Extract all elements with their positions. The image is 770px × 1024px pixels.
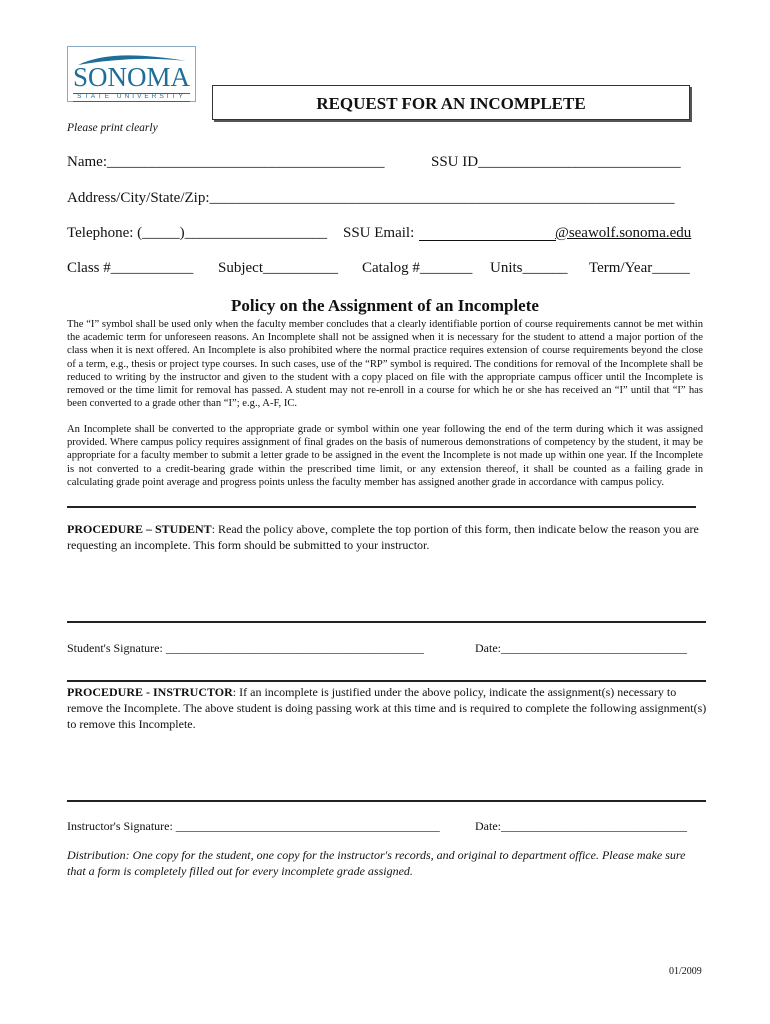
student-procedure-label: PROCEDURE – STUDENT xyxy=(67,522,212,536)
instructor-date-field[interactable]: Date:_______________________________ xyxy=(475,819,687,833)
units-field[interactable]: Units______ xyxy=(490,260,568,276)
class-number-field[interactable]: Class #___________ xyxy=(67,260,194,276)
address-field[interactable]: Address/City/State/Zip:______________________________________________________________ xyxy=(67,190,675,206)
divider xyxy=(67,506,696,508)
policy-heading: Policy on the Assignment of an Incomplete xyxy=(231,296,539,315)
student-procedure xyxy=(67,521,707,553)
divider xyxy=(67,621,706,623)
subject-field[interactable]: Subject__________ xyxy=(218,260,338,276)
policy-paragraph-1: The “I” symbol shall be used only when the faculty member concludes that a clearly identifiable portion of course requirements cannot be met within the academic term for unforeseen reasons. An Incomplete shall not be assigned when it is necessary for the student to attend a major portion of the class when it is next offered. An Incomplete is also prohibited where the normal practice requires extension of course requirements beyond the close of a term, e.g., thesis or project type courses. In such cases, use of the “RP” symbol is required. The conditions for removal of the Incomplete shall be reduced to writing by the instructor and given to the student with a copy placed on file with the appropriate campus officer until the Incomplete is removed or the time limit for removal has passed. A student may not re-enroll in a course for which he or she has received an “I” until that “I” has been converted to a grade other than “I”; e.g., A-F, IC. xyxy=(67,319,703,410)
student-reason-field[interactable] xyxy=(67,558,706,620)
telephone-field[interactable]: Telephone: (_____)___________________ xyxy=(67,225,328,241)
revision-date: 01/2009 xyxy=(669,966,702,977)
sonoma-state-logo xyxy=(67,46,196,102)
logo-subtitle-rule xyxy=(73,93,190,102)
form-title: REQUEST FOR AN INCOMPLETE xyxy=(316,94,586,113)
divider xyxy=(67,680,706,682)
student-procedure-text: : Read the policy above, complete the top portion of this form, then indicate below the reason you are requesting an incomplete. This form should be submitted to your instructor. xyxy=(67,522,699,552)
ssu-id-field[interactable]: SSU ID___________________________ xyxy=(431,154,681,170)
instructor-assignments-field[interactable] xyxy=(67,735,706,799)
divider xyxy=(67,800,706,802)
instructor-procedure-text: : If an incomplete is justified under the above policy, indicate the assignment(s) necessary to remove the Incomplete. The above student is doing passing work at this time and is required to complete the following assignment(s) to remove this Incomplete. xyxy=(67,685,707,731)
instructor-signature-field[interactable]: Instructor's Signature: ____________________________________________ xyxy=(67,819,440,833)
logo-wordmark: SONOMA xyxy=(72,62,191,92)
logo-subtitle: STATE UNIVERSITY xyxy=(77,93,186,100)
student-signature-field[interactable]: Student's Signature: ___________________________________________ xyxy=(67,641,424,655)
policy-paragraph-2: An Incomplete shall be converted to the appropriate grade or symbol within one year following the end of the term during which it was assigned provided. Where campus policy requires assignment of final grades on the basis of numerous demonstrations of competency by the student, it may be appropriate for a faculty member to submit a letter grade to be assigned in the event the Incomplete is not made up within one year. If the Incomplete is not converted to a credit-bearing grade within the prescribed time limit, or any extension thereof, it shall be counted as a failing grade in calculating grade point average and progress points unless the faculty member has assigned another grade in accordance with campus policy. xyxy=(67,424,703,488)
distribution-note: Distribution: One copy for the student, one copy for the instructor's records, and original to department office. Please make sure that a form is completely filled out for every incomplete grade assigned. xyxy=(67,848,686,878)
name-field[interactable]: Name:_____________________________________ xyxy=(67,154,385,170)
catalog-number-field[interactable]: Catalog #_______ xyxy=(362,260,473,276)
student-date-field[interactable]: Date:_______________________________ xyxy=(475,641,687,655)
print-clearly-note: Please print clearly xyxy=(67,122,158,134)
ssu-email-field[interactable] xyxy=(419,240,556,241)
ssu-email-domain: @seawolf.sonoma.edu xyxy=(555,225,692,241)
term-year-field[interactable]: Term/Year_____ xyxy=(589,260,690,276)
form-title-box xyxy=(212,85,690,120)
instructor-procedure xyxy=(67,684,707,732)
ssu-email-label: SSU Email: xyxy=(343,225,415,241)
instructor-procedure-label: PROCEDURE - INSTRUCTOR xyxy=(67,685,233,699)
